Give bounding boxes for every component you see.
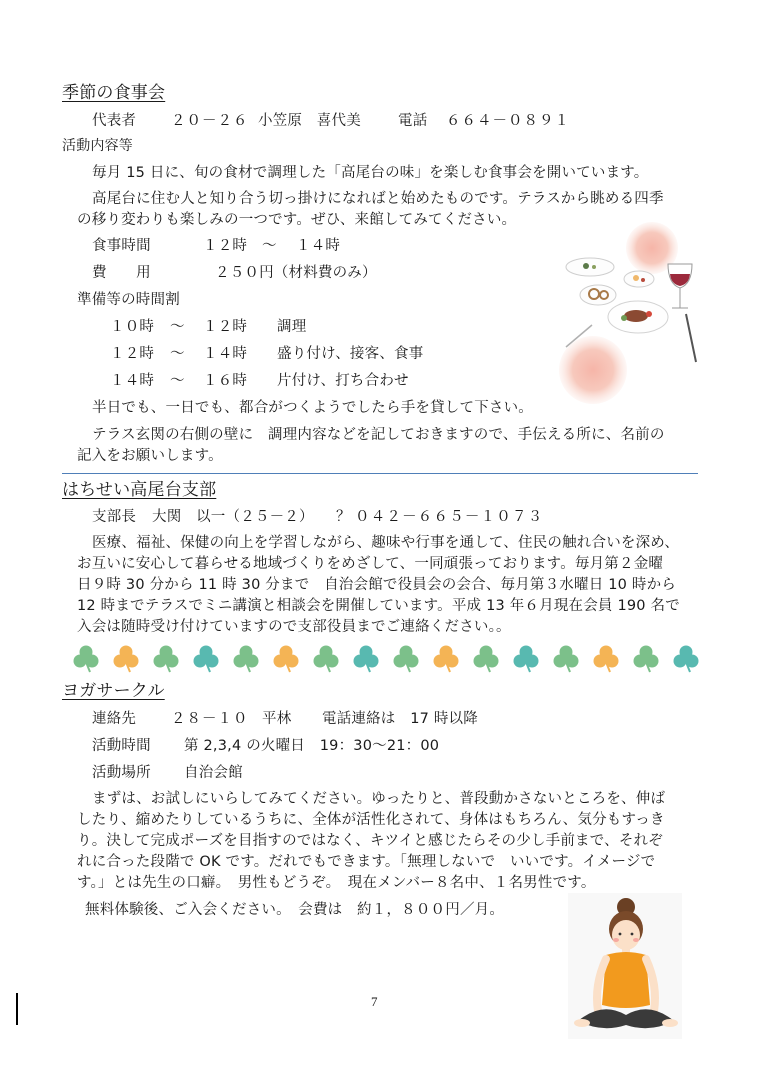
contact-address: ２８－１０ — [171, 711, 249, 727]
meal-time-start: １２時 — [203, 238, 248, 254]
schedule-tilde: ～ — [170, 346, 185, 362]
yoga-paragraph-line: れに合った段階で OK です。だれでもできます。「無理しないで いいです。イメージで — [77, 854, 656, 870]
clover-icon — [114, 646, 139, 673]
meal-time-end: １４時 — [296, 238, 341, 254]
rep-label: 代表者 — [92, 113, 137, 129]
clover-icon — [354, 646, 379, 673]
clover-icon — [434, 646, 459, 673]
contact-label: 連絡先 — [92, 711, 137, 727]
schedule-task: 調理 — [277, 319, 307, 335]
clover-icon — [554, 646, 579, 673]
meal-time-tilde: ～ — [262, 238, 277, 254]
schedule-start: １０時 — [110, 319, 155, 335]
fee-label: 費 用 — [92, 265, 151, 281]
section-divider — [62, 473, 698, 474]
meal-paragraph-1: 毎月 15 日に、旬の食材で調理した「高尾台の味」を楽しむ食事会を開いています。 — [92, 165, 649, 181]
place-value: 自治会館 — [184, 765, 243, 781]
clover-icon — [594, 646, 619, 673]
meal-illustration — [556, 222, 698, 404]
clover-icon — [314, 646, 339, 673]
fee-value: ２５０円（材料費のみ） — [215, 265, 377, 281]
branch-paragraph-line: 入会は随時受け付けていますので支部役員までご連絡ください。。 — [77, 619, 511, 635]
schedule-tilde: ～ — [170, 373, 185, 389]
schedule-tilde: ～ — [170, 319, 185, 335]
clover-icon — [154, 646, 179, 673]
meal-paragraph-4-line-2: 記入をお願いします。 — [77, 448, 223, 464]
meal-paragraph-4-line-1: テラス玄関の右側の壁に 調理内容などを記しておきますので、手伝える所に、名前の — [92, 427, 665, 443]
schedule-start: １４時 — [110, 373, 155, 389]
page-number: 7 — [371, 994, 378, 1009]
schedule-end: １２時 — [203, 319, 248, 335]
place-label: 活動場所 — [92, 765, 151, 781]
yoga-woman-illustration — [568, 893, 682, 1039]
schedule-start: １２時 — [110, 346, 155, 362]
small-plate-icon — [566, 258, 614, 276]
schedule-task: 片付け、打ち合わせ — [277, 373, 409, 389]
meal-time-label: 食事時間 — [92, 238, 151, 254]
schedule-task: 盛り付け、接客、食事 — [277, 346, 424, 362]
clover-icon — [234, 646, 259, 673]
branch-paragraph-line: お互いに安心して暮らせる地域づくりをめざして、一同頑張っております。毎月第２金曜 — [77, 556, 664, 572]
clover-border — [66, 641, 706, 675]
meal-paragraph-3: 半日でも、一日でも、都合がつくようでしたら手を貸して下さい。 — [92, 400, 533, 416]
clover-icon — [514, 646, 539, 673]
yoga-paragraph-line: したり、縮めたりしているうちに、全体が活性化されて、身体はもちろん、気分もすっき — [77, 812, 665, 828]
face-icon — [612, 920, 640, 950]
branch-paragraph-line: 医療、福祉、保健の向上を学習しながら、趣味や行事を通して、住民の触れ合いを深め、 — [92, 535, 680, 551]
clover-icon — [674, 646, 699, 673]
rep-tel-label: 電話 — [398, 113, 428, 129]
contact-name: 平林 — [262, 711, 292, 727]
contact-tel: 電話連絡は 17 時以降 — [322, 711, 478, 727]
time-value: 第 2,3,4 の火曜日 19：30～21：00 — [184, 738, 440, 754]
activity-label: 活動内容等 — [62, 138, 133, 154]
branch-head-label: 支部長 — [92, 509, 137, 525]
schedule-end: １４時 — [203, 346, 248, 362]
clover-icon — [74, 646, 99, 673]
phone-icon: ？ — [336, 509, 351, 525]
small-plate-icon — [624, 271, 654, 287]
knife-icon — [686, 314, 696, 362]
branch-paragraph-line: 12 時までテラスでミニ講演と相談会を開催しています。平成 13 年６月現在会員 190 名で — [77, 598, 680, 614]
section-title-hachisei: はちせい高尾台支部 — [62, 480, 217, 500]
clover-icon — [194, 646, 219, 673]
yoga-fee-line: 無料体験後、ご入会ください。 会費は 約１，８００円／月。 — [85, 902, 505, 918]
meal-paragraph-2-line-1: 高尾台に住む人と知り合う切っ掛けになればと始めたものです。テラスから眺める四季 — [92, 191, 664, 207]
section-title-yoga: ヨガサークル — [62, 681, 165, 701]
rep-name: 小笠原 喜代美 — [258, 113, 361, 129]
section-title-seasonal-meal: 季節の食事会 — [62, 83, 166, 103]
clover-icon — [474, 646, 499, 673]
branch-tel: ０４２－６６５－１０７３ — [355, 509, 544, 525]
schedule-label: 準備等の時間割 — [77, 292, 180, 308]
rose-flower-icon — [559, 336, 627, 404]
yoga-paragraph-line: まずは、お試しにいらしてみてください。ゆったりと、普段動かさないところを、伸ば — [92, 791, 666, 807]
branch-head-name: 大関 以一（２５－２） — [152, 509, 314, 525]
branch-paragraph-line: 日９時 30 分から 11 時 30 分まで 自治会館で役員会の会合、毎月第３水曜日 10 時から — [77, 577, 676, 593]
schedule-end: １６時 — [203, 373, 248, 389]
time-label: 活動時間 — [92, 738, 151, 754]
margin-mark — [16, 993, 18, 1025]
rep-tel: ６６４－０８９１ — [446, 113, 570, 129]
yoga-paragraph-line: り。決して完成ポーズを目指すのではなく、キツイと感じたらその少し手前まで、それぞ — [77, 833, 663, 849]
yoga-paragraph-line: す。」とは先生の口癖。 男性もどうぞ。 現在メンバー８名中、１名男性です。 — [77, 875, 596, 891]
rep-address: ２０－２６ — [171, 113, 249, 129]
clover-icon — [634, 646, 659, 673]
clover-icon — [274, 646, 299, 673]
meal-paragraph-2-line-2: の移り変わりも楽しみの一つです。ぜひ、来館してみてください。 — [77, 212, 517, 228]
clover-icon — [394, 646, 419, 673]
